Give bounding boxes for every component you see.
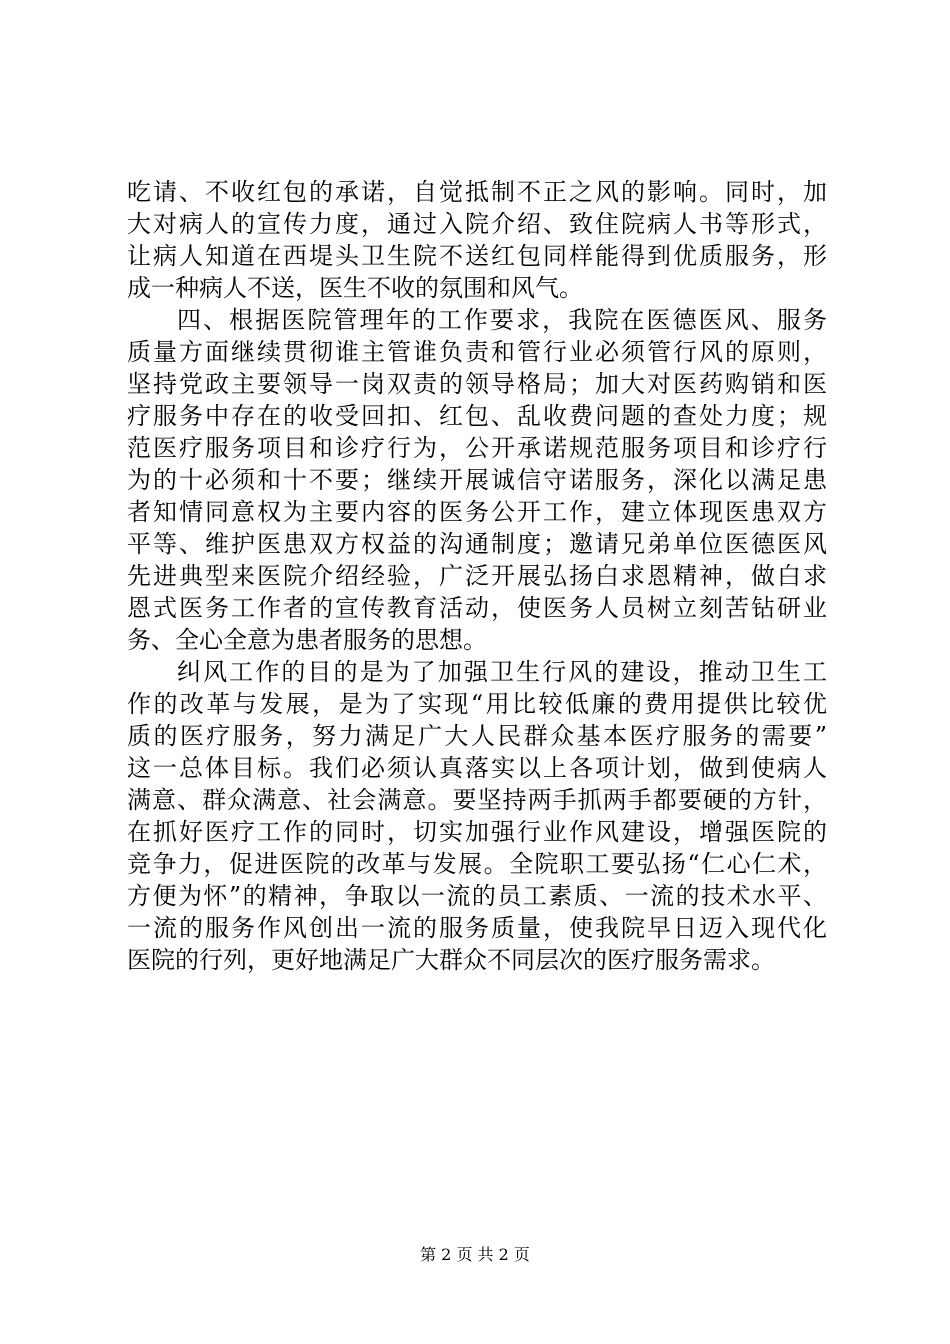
text-line: 方便为怀”的精神，争取以一流的员工素质、一流的技术水平、 <box>127 882 827 910</box>
text-line: 者知情同意权为主要内容的医务公开工作，建立体现医患双方 <box>127 498 827 526</box>
text-line: 成一种病人不送，医生不收的氛围和风气。 <box>127 274 583 302</box>
page-footer: 第 2 页 共 2 页 <box>420 1245 530 1264</box>
text-line: 纠风工作的目的是为了加强卫生行风的建设，推动卫生工 <box>177 658 827 686</box>
text-line: 先进典型来医院介绍经验，广泛开展弘扬白求恩精神，做白求 <box>127 562 827 590</box>
document-body <box>127 176 827 976</box>
text-line: 让病人知道在西堤头卫生院不送红包同样能得到优质服务，形 <box>127 242 827 270</box>
text-line: 恩式医务工作者的宣传教育活动，使医务人员树立刻苦钻研业 <box>127 594 827 622</box>
text-line: 大对病人的宣传力度，通过入院介绍、致住院病人书等形式， <box>127 210 827 238</box>
text-line: 满意、群众满意、社会满意。要坚持两手抓两手都要硬的方针， <box>127 786 827 814</box>
text-line: 坚持党政主要领导一岗双责的领导格局；加大对医药购销和医 <box>127 370 827 398</box>
text-line: 这一总体目标。我们必须认真落实以上各项计划，做到使病人 <box>127 754 827 782</box>
text-line: 医院的行列，更好地满足广大群众不同层次的医疗服务需求。 <box>127 946 775 974</box>
text-line: 平等、维护医患双方权益的沟通制度；邀请兄弟单位医德医风 <box>127 530 827 558</box>
text-line: 吃请、不收红包的承诺，自觉抵制不正之风的影响。同时，加 <box>127 178 827 206</box>
text-line: 在抓好医疗工作的同时，切实加强行业作风建设，增强医院的 <box>127 818 827 846</box>
text-line: 范医疗服务项目和诊疗行为，公开承诺规范服务项目和诊疗行 <box>127 434 827 462</box>
text-line: 一流的服务作风创出一流的服务质量，使我院早日迈入现代化 <box>127 914 827 942</box>
text-line: 务、全心全意为患者服务的思想。 <box>127 626 487 654</box>
text-line: 四、根据医院管理年的工作要求，我院在医德医风、服务 <box>177 306 827 334</box>
text-line: 质的医疗服务，努力满足广大人民群众基本医疗服务的需要” <box>127 722 827 750</box>
text-line: 质量方面继续贯彻谁主管谁负责和管行业必须管行风的原则， <box>127 338 827 366</box>
text-line: 作的改革与发展，是为了实现“用比较低廉的费用提供比较优 <box>127 690 827 718</box>
text-line: 为的十必须和十不要；继续开展诚信守诺服务，深化以满足患 <box>127 466 827 494</box>
text-line: 疗服务中存在的收受回扣、红包、乱收费问题的查处力度；规 <box>127 402 827 430</box>
text-line: 竞争力，促进医院的改革与发展。全院职工要弘扬“仁心仁术， <box>127 850 827 878</box>
